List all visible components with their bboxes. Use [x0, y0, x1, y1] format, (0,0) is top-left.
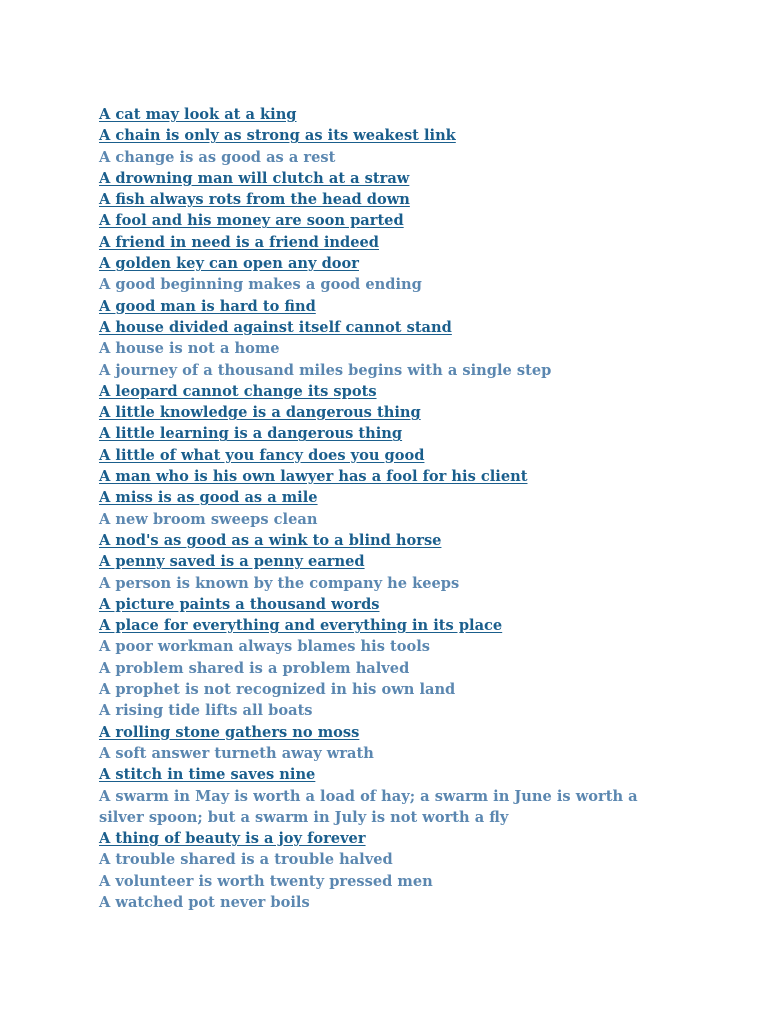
proverb-link[interactable]: A leopard cannot change its spots	[99, 382, 377, 400]
proverb-link[interactable]: A rolling stone gathers no moss	[99, 723, 360, 741]
proverb-text: A trouble shared is a trouble halved	[99, 851, 393, 869]
proverb-text: A rising tide lifts all boats	[99, 702, 313, 720]
proverb-link[interactable]: A golden key can open any door	[99, 255, 359, 273]
proverb-link[interactable]: A little learning is a dangerous thing	[99, 425, 403, 443]
proverb-link[interactable]: A picture paints a thousand words	[99, 595, 380, 613]
proverb-link[interactable]: A miss is as good as a mile	[99, 489, 318, 507]
proverb-list	[99, 104, 679, 913]
proverb-link[interactable]: A little knowledge is a dangerous thing	[99, 404, 421, 422]
proverb-text: A watched pot never boils	[99, 893, 310, 911]
proverb-text: A house is not a home	[99, 340, 280, 358]
proverb-link[interactable]: A stitch in time saves nine	[99, 766, 316, 784]
proverb-link[interactable]: A penny saved is a penny earned	[99, 553, 365, 571]
proverb-link[interactable]: A chain is only as strong as its weakest link	[99, 127, 456, 145]
proverb-link[interactable]: A fish always rots from the head down	[99, 191, 410, 209]
proverb-link[interactable]: A fool and his money are soon parted	[99, 212, 404, 230]
proverb-text: A problem shared is a problem halved	[99, 659, 410, 677]
proverb-text: A volunteer is worth twenty pressed men	[99, 872, 433, 890]
proverb-link[interactable]: A thing of beauty is a joy forever	[99, 830, 366, 848]
proverb-link[interactable]: A cat may look at a king	[99, 106, 297, 123]
proverb-link[interactable]: A nod's as good as a wink to a blind horse	[99, 531, 442, 549]
proverb-text: A poor workman always blames his tools	[99, 638, 430, 656]
proverb-text: A journey of a thousand miles begins with a single step	[99, 361, 552, 379]
proverb-text: A prophet is not recognized in his own land	[99, 681, 456, 699]
proverb-text: A new broom sweeps clean	[99, 510, 318, 528]
proverb-text: A good beginning makes a good ending	[99, 276, 422, 294]
proverb-link[interactable]: A drowning man will clutch at a straw	[99, 169, 410, 187]
proverb-link[interactable]: A man who is his own lawyer has a fool for his client	[99, 468, 528, 486]
proverb-link[interactable]: A friend in need is a friend indeed	[99, 233, 379, 251]
proverb-link[interactable]: A good man is hard to find	[99, 297, 316, 315]
proverb-text: A swarm in May is worth a load of hay; a swarm in June is worth a silver spoon; but a swarm in July is not worth a fly	[99, 787, 638, 826]
proverb-link[interactable]: A place for everything and everything in its place	[99, 617, 503, 635]
proverb-text: A change is as good as a rest	[99, 148, 336, 166]
proverb-text: A soft answer turneth away wrath	[99, 744, 374, 762]
proverb-link[interactable]: A house divided against itself cannot stand	[99, 318, 452, 336]
proverb-link[interactable]: A little of what you fancy does you good	[99, 446, 425, 464]
proverb-text: A person is known by the company he keeps	[99, 574, 460, 592]
